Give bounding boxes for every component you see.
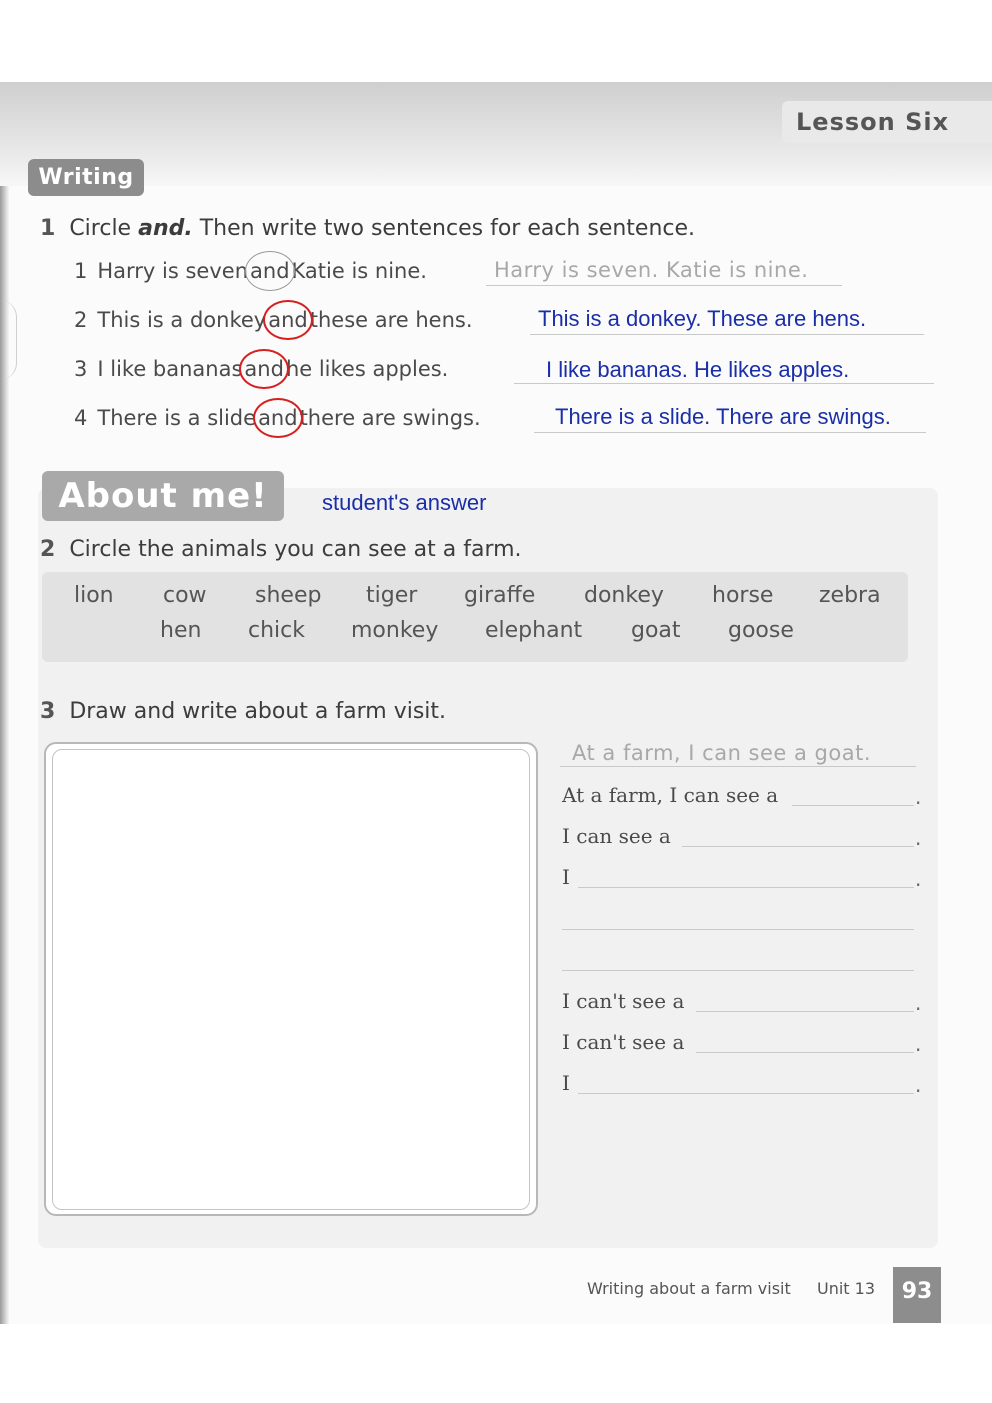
binding-mark <box>0 300 17 380</box>
animal-word[interactable]: chick <box>248 618 305 643</box>
writing-prompt: I can't see a <box>562 1030 685 1054</box>
animal-word[interactable]: tiger <box>366 583 418 608</box>
lesson-title: Lesson Six <box>782 101 992 143</box>
answer-line <box>486 285 842 286</box>
writing-line[interactable] <box>792 805 914 806</box>
exercise2-instruction: 2 Circle the animals you can see at a farm. <box>40 537 522 562</box>
student-answer-note: student's answer <box>322 490 487 515</box>
exercise3-number: 3 <box>40 699 56 724</box>
handwritten-answer: This is a donkey. These are hens. <box>538 306 867 331</box>
exercise2-number: 2 <box>40 537 56 562</box>
writing-prompt: At a farm, I can see a <box>562 783 779 807</box>
answer-line <box>530 334 924 335</box>
animal-word[interactable]: lion <box>74 583 114 608</box>
about-me-tab: About me! <box>42 471 284 521</box>
exercise1-item: 4 There is a slideandthere are swings. <box>74 406 481 430</box>
animal-word[interactable]: giraffe <box>464 583 536 608</box>
writing-line[interactable] <box>562 970 914 971</box>
writing-line[interactable] <box>696 1052 914 1053</box>
writing-line[interactable] <box>682 846 914 847</box>
exercise1-number: 1 <box>40 216 56 241</box>
writing-line[interactable] <box>578 1093 914 1094</box>
page-spine-shadow <box>0 82 9 1324</box>
animal-word[interactable]: elephant <box>485 618 583 643</box>
animal-word[interactable]: goat <box>631 618 681 643</box>
exercise3-instruction: 3 Draw and write about a farm visit. <box>40 699 447 724</box>
exercise1-instruction: 1 Circle and. Then write two sentences for each sentence. <box>40 216 696 241</box>
model-sentence: At a farm, I can see a goat. <box>572 741 872 765</box>
footer-unit: Unit 13 <box>817 1279 876 1298</box>
circled-and: and <box>244 357 284 381</box>
answer-line <box>514 383 934 384</box>
animal-word[interactable]: monkey <box>351 618 439 643</box>
exercise1-item: 1 Harry is sevenandKatie is nine. <box>74 259 427 283</box>
exercise1-item: 3 I like bananasandhe likes apples. <box>74 357 449 381</box>
handwritten-answer: I like bananas. He likes apples. <box>546 357 850 382</box>
page-number: 93 <box>893 1267 941 1323</box>
writing-line[interactable] <box>562 929 914 930</box>
animal-word[interactable]: donkey <box>584 583 664 608</box>
footer-topic: Writing about a farm visit <box>587 1279 791 1298</box>
writing-prompt: I can see a <box>562 824 671 848</box>
handwritten-answer: There is a slide. There are swings. <box>555 404 891 429</box>
circled-and: and <box>258 406 298 430</box>
drawing-area-border <box>52 749 530 1210</box>
writing-prompt: I <box>562 1071 570 1095</box>
animal-word[interactable]: hen <box>160 618 202 643</box>
writing-prompt: I can't see a <box>562 989 685 1013</box>
animal-word[interactable]: goose <box>728 618 794 643</box>
model-answer: Harry is seven. Katie is nine. <box>494 258 809 282</box>
animal-word[interactable]: cow <box>163 583 207 608</box>
answer-line <box>534 432 926 433</box>
animal-word[interactable]: sheep <box>255 583 322 608</box>
writing-line[interactable] <box>578 887 914 888</box>
animal-word[interactable]: zebra <box>819 583 881 608</box>
animal-word[interactable]: horse <box>712 583 774 608</box>
section-label: Writing <box>28 159 144 196</box>
writing-prompt: I <box>562 865 570 889</box>
circled-and: and <box>250 259 290 283</box>
circled-and: and <box>268 308 308 332</box>
writing-line[interactable] <box>696 1011 914 1012</box>
answer-line <box>560 766 916 767</box>
exercise1-item: 2 This is a donkeyandthese are hens. <box>74 308 473 332</box>
